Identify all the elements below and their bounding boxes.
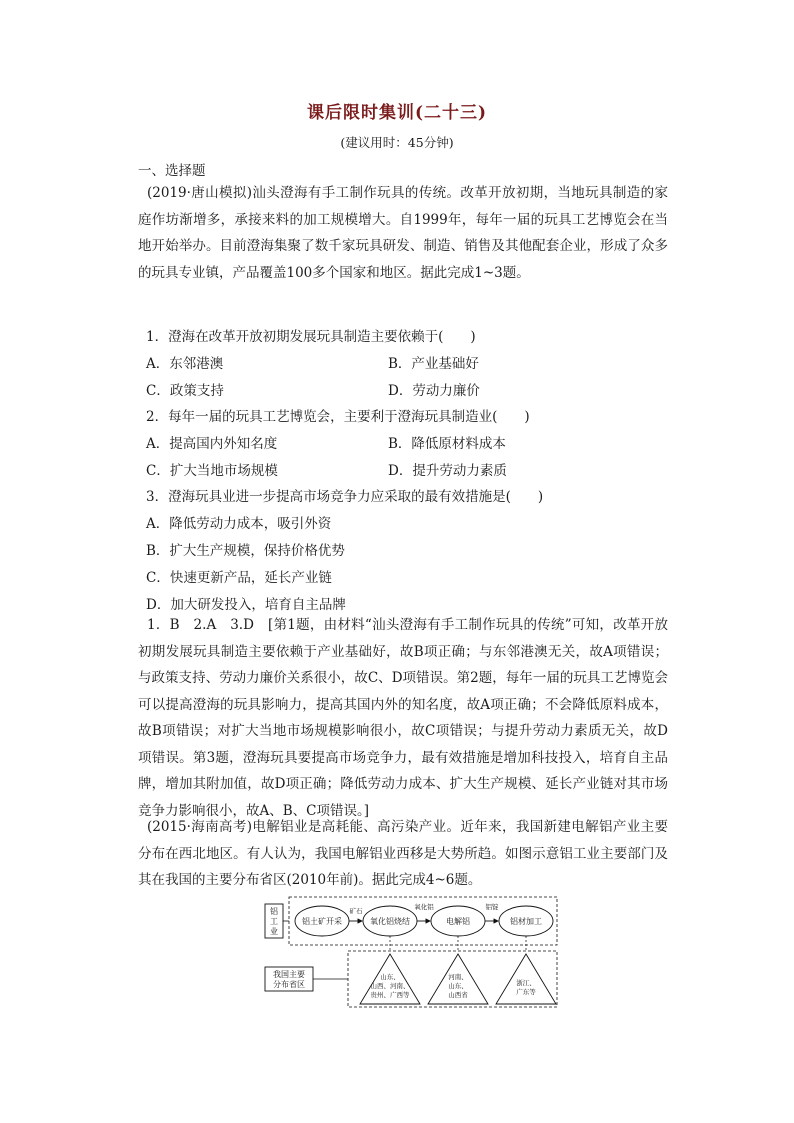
page-title: 课后限时集训(二十三)	[306, 103, 488, 123]
aluminium-industry-diagram	[262, 893, 562, 1013]
region-2-line-1: 河南、	[448, 973, 468, 981]
question-3-option-b: B．扩大生产规模，保持价格优势	[146, 543, 345, 559]
question-1-option-b: B．产业基础好	[388, 356, 479, 372]
question-3-option-a: A．降低劳动力成本，吸引外资	[146, 516, 332, 532]
question-1-option-d: D．劳动力廉价	[388, 383, 480, 399]
node-electrolytic-aluminium-label: 电解铝	[446, 917, 470, 926]
arrow-ingot-label: 铝锭	[485, 903, 499, 911]
region-3-line-2: 广东等	[516, 988, 536, 996]
region-1-line-2: 山西、河南、	[370, 982, 410, 990]
node-aluminium-processing-label: 铝材加工	[510, 917, 542, 926]
region-3-line-1: 浙江、	[516, 979, 536, 987]
answer-explanation-1: 1．B 2.A 3.D [第1题，由材料“汕头澄海有手工制作玩具的传统”可知，改革开放初期发展玩具制造主要依赖于产业基础好，故B项正确；与东邻港澳无关，故A项错误；与政策支持、劳动力廉价关系很小，故C、D项错误。第2题，每年一届的玩具工艺博览会可以提高澄海的玩具影响力，提高其国内外的知名度，故A项正确；不会降低原料成本，故B项错误；对扩大当地市场规模影响很小，故C项错误；与提升劳动力素质无关，故D项错误。第3题，澄海玩具要提高市场竞争力，最有效措施是增加科技投入，培育自主品牌，增加其附加值，故D项正确；降低劳动力成本、扩大生产规模、延长产业链对其市场竞争力影响很小，故A、B、C项错误。]	[138, 617, 668, 819]
region-1-line-1: 山东、	[380, 973, 400, 981]
passage-1: (2019·唐山模拟)汕头澄海有手工制作玩具的传统。改革开放初期，当地玩具制造的家庭作坊渐增多，承接来料的加工规模增大。自1999年，每年一届的玩具工艺博览会在当地开始举办。目前澄海集聚了数千家玩具研发、制造、销售及其他配套企业，形成了众多的玩具专业镇，产品覆盖100多个国家和地区。据此完成1~3题。	[138, 185, 668, 281]
question-1-option-c: C．政策支持	[146, 383, 224, 399]
question-2-option-d: D．提升劳动力素质	[388, 463, 507, 479]
question-2-option-c: C．扩大当地市场规模	[146, 463, 278, 479]
node-alumina-sintering-label: 氧化铝烧结	[370, 917, 410, 926]
question-3-stem: 3．澄海玩具业进一步提高市场竞争力应采取的最有效措施是( )	[146, 489, 544, 505]
passage-2: (2015·海南高考)电解铝业是高耗能、高污染产业。近年来，我国新建电解铝产业主要分布在西北地区。有人认为，我国电解铝业西移是大势所趋。如图示意铝工业主要部门及其在我国的主要分布省区(2010年前)。据此完成4~6题。	[138, 819, 668, 888]
node-bauxite-mining-label: 铝土矿开采	[302, 917, 342, 926]
question-2-option-a: A．提高国内外知名度	[146, 436, 278, 452]
region-1-line-3: 贵州、广西等	[370, 991, 410, 999]
region-label-line-2: 分布省区	[273, 980, 305, 989]
question-2-option-b: B．降低原材料成本	[388, 436, 506, 452]
question-2-stem: 2．每年一届的玩具工艺博览会，主要利于澄海玩具制造业( )	[146, 409, 530, 425]
question-3-option-d: D．加大研发投入，培育自主品牌	[146, 597, 346, 613]
question-1-option-a: A．东邻港澳	[146, 356, 224, 372]
page-subtitle: (建议用时：45分钟)	[340, 135, 454, 150]
industry-label-char-3: 业	[270, 927, 278, 936]
arrow-alumina-label: 氧化铝	[414, 903, 434, 911]
industry-label-char-2: 工	[270, 917, 278, 926]
question-1-stem: 1．澄海在改革开放初期发展玩具制造主要依赖于( )	[146, 329, 476, 345]
arrow-ore-label: 矿石	[349, 907, 363, 915]
industry-label-char-1: 铝	[270, 907, 278, 916]
region-2-line-2: 山东、	[448, 982, 468, 990]
region-2-line-3: 山西省	[448, 991, 468, 999]
section-heading: 一、选择题	[138, 163, 206, 179]
question-3-option-c: C．快速更新产品，延长产业链	[146, 570, 332, 586]
region-label-line-1: 我国主要	[273, 970, 305, 979]
